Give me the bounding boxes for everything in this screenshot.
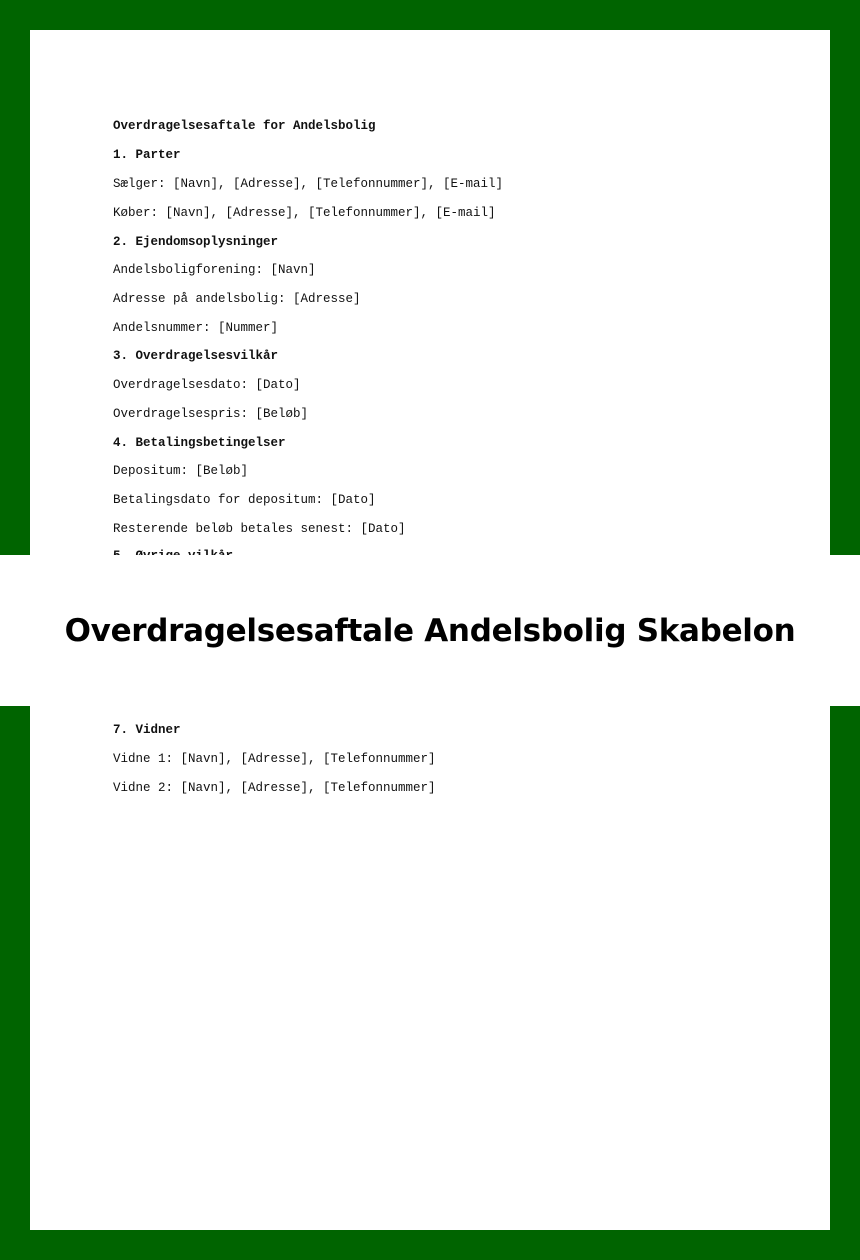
section-heading-property: 2. Ejendomsoplysninger: [113, 235, 279, 249]
seller-line: Sælger: [Navn], [Adresse], [Telefonnummer], [E-mail]: [113, 177, 504, 191]
section-heading-terms: 3. Overdragelsesvilkår: [113, 349, 279, 363]
section-heading-payment: 4. Betalingsbetingelser: [113, 436, 286, 450]
section-heading-witnesses: 7. Vidner: [113, 723, 181, 737]
witness-2-line: Vidne 2: [Navn], [Adresse], [Telefonnummer]: [113, 781, 436, 795]
transfer-price-line: Overdragelsespris: [Beløb]: [113, 407, 309, 421]
buyer-line: Køber: [Navn], [Adresse], [Telefonnummer], [E-mail]: [113, 206, 496, 220]
deposit-line: Depositum: [Beløb]: [113, 464, 249, 478]
witness-1-line: Vidne 1: [Navn], [Adresse], [Telefonnummer]: [113, 752, 436, 766]
association-line: Andelsboligforening: [Navn]: [113, 263, 316, 277]
document-title: Overdragelsesaftale for Andelsbolig: [113, 119, 376, 133]
banner-title: Overdragelsesaftale Andelsbolig Skabelon: [64, 612, 796, 649]
share-number-line: Andelsnummer: [Nummer]: [113, 321, 279, 335]
transfer-date-line: Overdragelsesdato: [Dato]: [113, 378, 301, 392]
address-line: Adresse på andelsbolig: [Adresse]: [113, 292, 361, 306]
deposit-date-line: Betalingsdato for depositum: [Dato]: [113, 493, 376, 507]
section-heading-parties: 1. Parter: [113, 148, 181, 162]
remaining-amount-line: Resterende beløb betales senest: [Dato]: [113, 522, 406, 536]
title-banner: [0, 555, 860, 706]
